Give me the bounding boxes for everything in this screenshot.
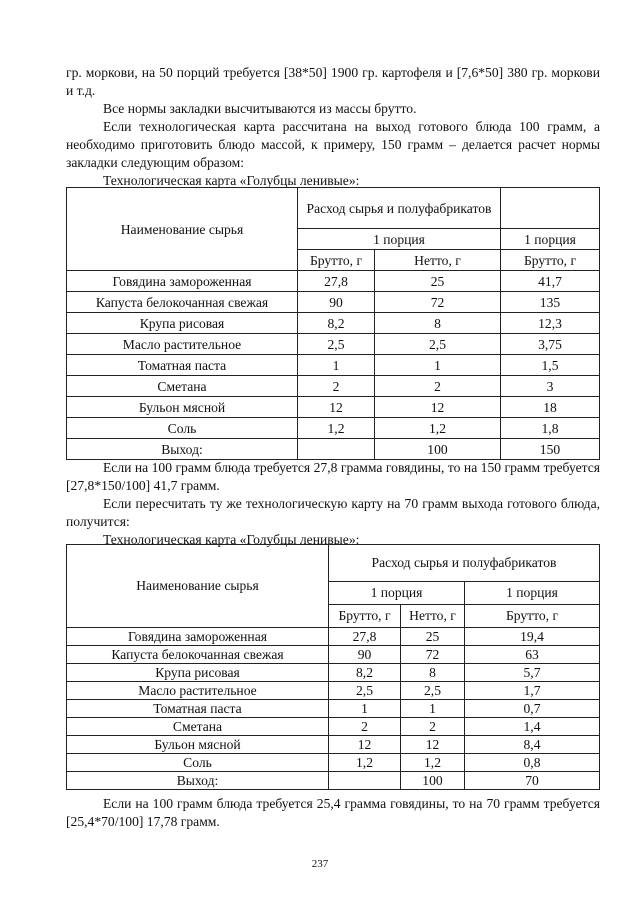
netto-value: 2,5 xyxy=(375,334,501,355)
portion-header: 1 порция xyxy=(329,582,465,605)
brutto-value: 8,2 xyxy=(329,664,401,682)
tech-card-table-150 xyxy=(66,187,600,460)
ingredient-name: Бульон мясной xyxy=(67,736,329,754)
intro-paragraph-2: Все нормы закладки высчитываются из массы брутто. xyxy=(103,101,417,116)
table-row xyxy=(67,292,600,313)
scaled-brutto-value: 5,7 xyxy=(465,664,600,682)
ingredient-name: Соль xyxy=(67,418,298,439)
portion-header-scaled: 1 порция xyxy=(501,229,600,250)
table-row xyxy=(67,376,600,397)
brutto-header: Брутто, г xyxy=(329,605,401,628)
scaled-brutto-value: 41,7 xyxy=(501,271,600,292)
netto-value: 12 xyxy=(375,397,501,418)
scaled-brutto-value: 0,7 xyxy=(465,700,600,718)
brutto-value: 90 xyxy=(329,646,401,664)
output-scaled: 150 xyxy=(501,439,600,460)
output-netto: 100 xyxy=(375,439,501,460)
ingredient-name: Сметана xyxy=(67,376,298,397)
ingredient-name: Масло растительное xyxy=(67,682,329,700)
scaled-brutto-value: 1,4 xyxy=(465,718,600,736)
output-label: Выход: xyxy=(67,439,298,460)
table2-caption: Технологическая карта «Голубцы ленивые»: xyxy=(103,532,360,547)
brutto-value: 2,5 xyxy=(329,682,401,700)
netto-value: 1,2 xyxy=(375,418,501,439)
table-row xyxy=(67,646,600,664)
ingredient-name: Крупа рисовая xyxy=(67,664,329,682)
brutto-value: 90 xyxy=(298,292,375,313)
netto-value: 2 xyxy=(401,718,465,736)
table-row xyxy=(67,682,600,700)
netto-header: Нетто, г xyxy=(401,605,465,628)
ingredient-name: Бульон мясной xyxy=(67,397,298,418)
table-row xyxy=(67,736,600,754)
table-row xyxy=(67,313,600,334)
ingredient-name: Томатная паста xyxy=(67,700,329,718)
col-group-header: Расход сырья и полуфабрикатов xyxy=(298,188,501,229)
col-name-header: Наименование сырья xyxy=(67,545,329,628)
col-name-header: Наименование сырья xyxy=(67,188,298,271)
col-group-header: Расход сырья и полуфабрикатов xyxy=(329,545,600,582)
closing-paragraph: Если на 100 грамм блюда требуется 25,4 грамма говядины, то на 70 грамм требуется [25,4*70/100] 17,78 грамм. xyxy=(66,796,600,829)
tech-card-table-70 xyxy=(66,544,600,790)
scaled-brutto-value: 135 xyxy=(501,292,600,313)
brutto-header-scaled: Брутто, г xyxy=(465,605,600,628)
netto-header: Нетто, г xyxy=(375,250,501,271)
brutto-value: 2 xyxy=(298,376,375,397)
brutto-value: 1,2 xyxy=(298,418,375,439)
middle-text xyxy=(66,459,600,549)
ingredient-name: Капуста белокочанная свежая xyxy=(67,292,298,313)
table-row xyxy=(67,355,600,376)
netto-value: 1 xyxy=(401,700,465,718)
intro-text xyxy=(66,64,600,190)
netto-value: 8 xyxy=(401,664,465,682)
brutto-value: 27,8 xyxy=(298,271,375,292)
netto-value: 8 xyxy=(375,313,501,334)
closing-text xyxy=(66,795,600,831)
scaled-brutto-value: 0,8 xyxy=(465,754,600,772)
scaled-brutto-value: 1,7 xyxy=(465,682,600,700)
brutto-value: 12 xyxy=(298,397,375,418)
brutto-header-scaled: Брутто, г xyxy=(501,250,600,271)
table-row xyxy=(67,718,600,736)
table-row xyxy=(67,397,600,418)
brutto-value: 1 xyxy=(329,700,401,718)
scaled-brutto-value: 12,3 xyxy=(501,313,600,334)
middle-paragraph-2: Если пересчитать ту же технологическую карту на 70 грамм выхода готового блюда, получится: xyxy=(66,496,600,529)
netto-value: 25 xyxy=(375,271,501,292)
output-scaled: 70 xyxy=(465,772,600,790)
scaled-brutto-value: 8,4 xyxy=(465,736,600,754)
scaled-brutto-value: 1,5 xyxy=(501,355,600,376)
netto-value: 1,2 xyxy=(401,754,465,772)
scaled-brutto-value: 1,8 xyxy=(501,418,600,439)
table-row xyxy=(67,664,600,682)
ingredient-name: Сметана xyxy=(67,718,329,736)
ingredient-name: Масло растительное xyxy=(67,334,298,355)
portion-header: 1 порция xyxy=(298,229,501,250)
brutto-value: 27,8 xyxy=(329,628,401,646)
table-row xyxy=(67,754,600,772)
scaled-brutto-value: 18 xyxy=(501,397,600,418)
brutto-value: 2,5 xyxy=(298,334,375,355)
table-row xyxy=(67,334,600,355)
ingredient-name: Соль xyxy=(67,754,329,772)
ingredient-name: Капуста белокочанная свежая xyxy=(67,646,329,664)
netto-value: 12 xyxy=(401,736,465,754)
table-row xyxy=(67,418,600,439)
scaled-brutto-value: 19,4 xyxy=(465,628,600,646)
scaled-brutto-value: 3 xyxy=(501,376,600,397)
netto-value: 2 xyxy=(375,376,501,397)
intro-paragraph-3: Если технологическая карта рассчитана на выход готового блюда 100 грамм, а необходимо приготовить блюдо массой, к примеру, 150 грамм – делается расчет нормы закладки следующим образом: xyxy=(66,119,600,170)
brutto-value: 1,2 xyxy=(329,754,401,772)
brutto-value: 2 xyxy=(329,718,401,736)
scaled-brutto-value: 63 xyxy=(465,646,600,664)
netto-value: 1 xyxy=(375,355,501,376)
ingredient-name: Говядина замороженная xyxy=(67,628,329,646)
brutto-value: 8,2 xyxy=(298,313,375,334)
netto-value: 72 xyxy=(401,646,465,664)
middle-paragraph-1: Если на 100 грамм блюда требуется 27,8 грамма говядины, то на 150 грамм требуется [27,8*150/100] 41,7 грамм. xyxy=(66,460,600,493)
ingredient-name: Говядина замороженная xyxy=(67,271,298,292)
table-row xyxy=(67,271,600,292)
ingredient-name: Томатная паста xyxy=(67,355,298,376)
table1-caption: Технологическая карта «Голубцы ленивые»: xyxy=(103,173,360,188)
netto-value: 25 xyxy=(401,628,465,646)
output-label: Выход: xyxy=(67,772,329,790)
intro-paragraph-1: гр. моркови, на 50 порций требуется [38*50] 1900 гр. картофеля и [7,6*50] 380 гр. моркови и т.д. xyxy=(66,65,600,98)
brutto-value: 1 xyxy=(298,355,375,376)
page-number: 237 xyxy=(311,858,329,870)
ingredient-name: Крупа рисовая xyxy=(67,313,298,334)
netto-value: 2,5 xyxy=(401,682,465,700)
brutto-value: 12 xyxy=(329,736,401,754)
table-row xyxy=(67,628,600,646)
brutto-header: Брутто, г xyxy=(298,250,375,271)
output-netto: 100 xyxy=(401,772,465,790)
netto-value: 72 xyxy=(375,292,501,313)
scaled-brutto-value: 3,75 xyxy=(501,334,600,355)
table-row xyxy=(67,700,600,718)
portion-header-scaled: 1 порция xyxy=(465,582,600,605)
